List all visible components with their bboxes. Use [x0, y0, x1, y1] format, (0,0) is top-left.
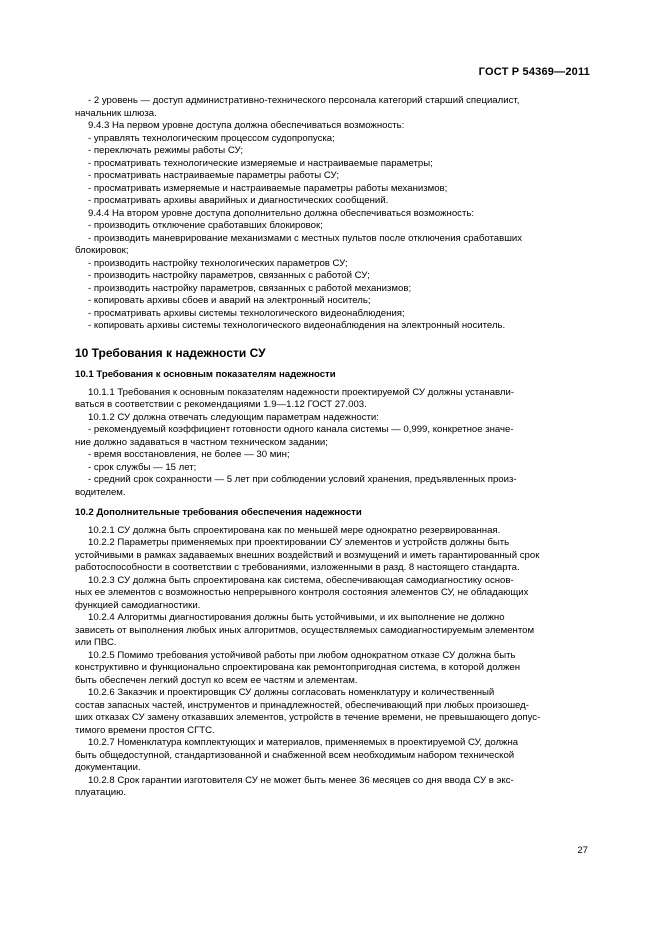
text-line: - просматривать архивы системы технологического видеонаблюдения;	[88, 307, 405, 319]
text-line: тимого времени простоя СГТС.	[75, 724, 215, 736]
text-line: функцией самодиагностики.	[75, 599, 201, 611]
text-line: 10.2.3 СУ должна быть спроектирована как система, обеспечивающая самодиагностику основ-	[88, 574, 514, 586]
text-line: - копировать архивы системы технологического видеонаблюдения на электронный носитель.	[88, 320, 506, 331]
text-line: конструктивно и функционально спроектирована как ремонтопригодная система, в которой должен	[75, 662, 521, 673]
text-line: быть общедоступной, стандартизованной и снабженной всем необходимым набором технической	[75, 749, 515, 761]
text-line: - просматривать настраиваемые параметры работы СУ;	[88, 170, 340, 181]
text-line: или ПВС.	[75, 637, 117, 648]
text-line: 10.2.6 Заказчик и проектировщик СУ должны согласовать номенклатуру и количественный	[88, 687, 495, 698]
text-line: начальник шлюза.	[75, 107, 157, 119]
text-line: ние должно задаваться в частном техническом задании;	[75, 436, 328, 448]
text-line: - просматривать измеряемые и настраиваемые параметры работы механизмов;	[88, 182, 448, 194]
text-line: водителем.	[75, 486, 126, 498]
text-line: - средний срок сохранности — 5 лет при соблюдении условий хранения, предъявленных произ-	[88, 474, 517, 485]
text-line: - просматривать архивы аварийных и диагностических сообщений.	[88, 195, 389, 206]
text-line: 9.4.4 На втором уровне доступа дополнительно должна обеспечиваться возможность:	[88, 207, 475, 219]
subsection-10-2-body	[75, 525, 589, 800]
text-line: 10.2.7 Номенклатура комплектующих и материалов, применяемых в проектируемой СУ, должна	[88, 737, 519, 748]
text-line: плуатацию.	[75, 787, 126, 798]
text-line: 10.2.5 Помимо требования устойчивой работы при любом однократном отказе СУ должна быть	[88, 649, 516, 661]
subsection-10-2-title: 10.2 Дополнительные требования обеспечения надежности	[75, 507, 362, 518]
text-line: работоспособности в соответствии с требованиями, изложенными в разд. 8 настоящего стандарта.	[75, 562, 520, 573]
subsection-10-1-body	[75, 387, 589, 500]
text-line: - срок службы — 15 лет;	[88, 461, 197, 473]
text-line: состав запасных частей, инструментов и принадлежностей, обеспечивающий при любых произошед-	[75, 699, 529, 711]
page-content	[75, 95, 589, 800]
text-line: блокировок;	[75, 245, 129, 256]
text-line: - 2 уровень — доступ административно-технического персонала категорий старший специалист,	[88, 95, 520, 106]
text-line: - копировать архивы сбоев и аварий на электронный носитель;	[88, 295, 371, 306]
text-line: - управлять технологическим процессом судопропуска;	[88, 132, 335, 144]
text-line: - переключать режимы работы СУ;	[88, 145, 244, 156]
text-line: 10.2.1 СУ должна быть спроектирована как по меньшей мере однократно резервированная.	[88, 524, 501, 536]
page-number: 27	[577, 845, 588, 856]
text-line: ваться в соответствии с рекомендациями 1.9—1.12 ГОСТ 27.003.	[75, 399, 367, 410]
text-line: 10.2.4 Алгоритмы диагностирования должны быть устойчивыми, и их выполнение не должно	[88, 612, 505, 623]
text-line: ных ее элементов с возможностью непрерывного контроля состояния элементов СУ, не обладающих	[75, 587, 529, 598]
section-9-continuation	[75, 95, 589, 333]
text-line: 10.2.8 Срок гарантии изготовителя СУ не может быть менее 36 месяцев со дня ввода СУ в экс-	[88, 774, 514, 786]
text-line: зависеть от выполнения любых иных алгоритмов, осуществляемых самодиагностируемым элементом	[75, 624, 535, 636]
text-line: - производить отключение сработавших блокировок;	[88, 220, 323, 231]
text-line: устойчивыми в рамках задаваемых внешних воздействий и возмущений и иметь гарантированный срок	[75, 549, 540, 561]
text-line: - производить настройку параметров, связанных с работой механизмов;	[88, 282, 412, 294]
text-line: документации.	[75, 762, 141, 773]
text-line: 10.1.1 Требования к основным показателям надежности проектируемой СУ должны устанавли-	[88, 386, 515, 398]
text-line: - время восстановления, не более — 30 мин;	[88, 449, 290, 460]
text-line: ших отказах СУ замену отказавших элементов, устройств в течение времени, не превышающего допус-	[75, 712, 541, 723]
document-code: ГОСТ Р 54369—2011	[478, 66, 590, 78]
text-line: - производить настройку технологических параметров СУ;	[88, 257, 348, 269]
text-line: - просматривать технологические измеряемые и настраиваемые параметры;	[88, 157, 433, 169]
text-line: 10.2.2 Параметры применяемых при проектировании СУ элементов и устройств должны быть	[88, 537, 510, 548]
text-line: - производить настройку параметров, связанных с работой СУ;	[88, 270, 370, 281]
text-line: - производить маневрирование механизмами с местных пультов после отключения сработавших	[88, 232, 523, 244]
text-line: - рекомендуемый коэффициент готовности одного канала системы — 0,999, конкретное значе-	[88, 424, 514, 435]
text-line: быть обеспечен легкий доступ ко всем ее частям и элементам.	[75, 674, 358, 686]
text-line: 9.4.3 На первом уровне доступа должна обеспечиваться возможность:	[88, 120, 405, 131]
subsection-10-1-title: 10.1 Требования к основным показателям надежности	[75, 369, 336, 380]
section-10-title: 10 Требования к надежности СУ	[75, 345, 266, 360]
text-line: 10.1.2 СУ должна отвечать следующим параметрам надежности:	[88, 411, 379, 423]
